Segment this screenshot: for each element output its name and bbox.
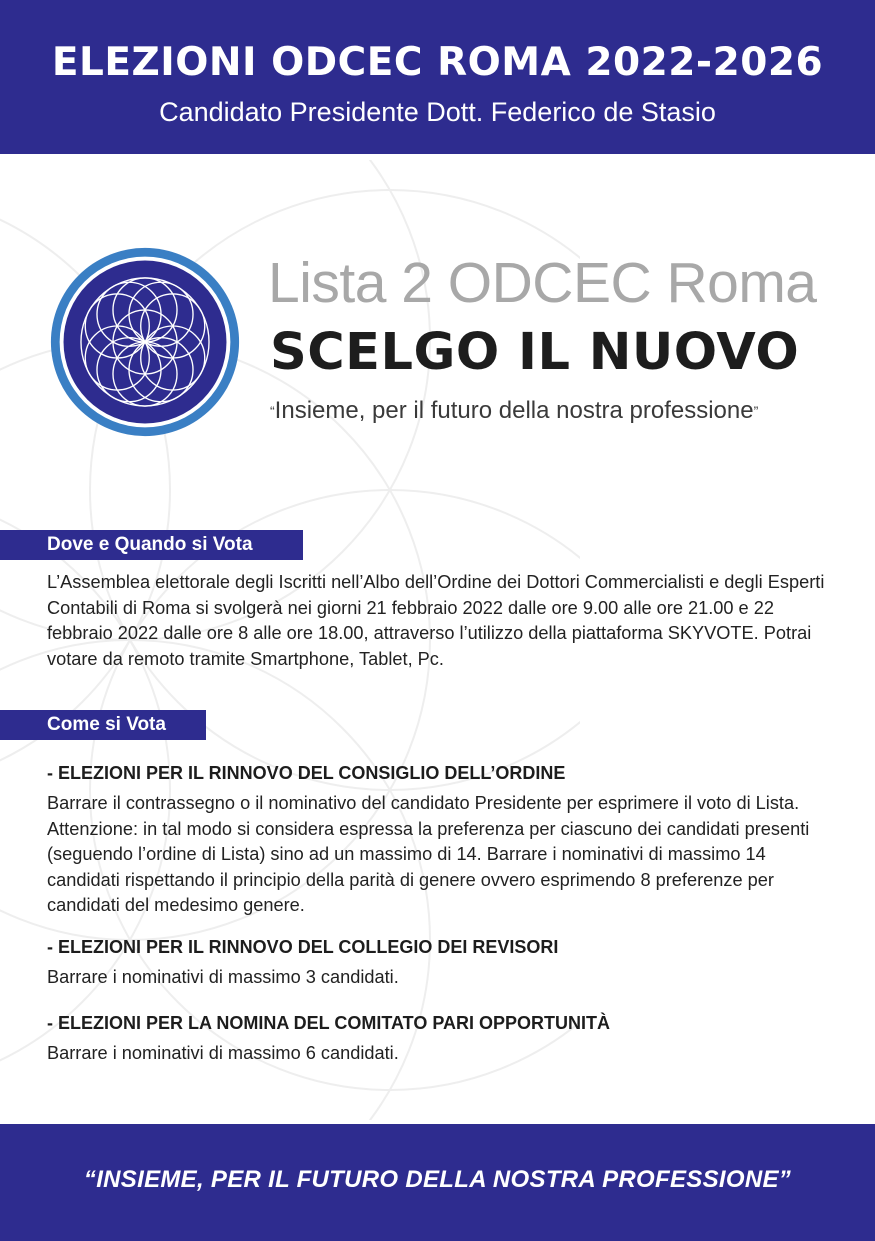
- header-banner: [0, 0, 875, 154]
- motto: [270, 396, 850, 426]
- page-subtitle: Candidato Presidente Dott. Federico de Stasio: [159, 97, 716, 127]
- list-name: Lista 2 ODCEC Roma: [268, 251, 817, 315]
- section-title-where-when: Dove e Quando si Vota: [0, 530, 303, 560]
- subheading-pari-opportunita: - ELEZIONI PER LA NOMINA DEL COMITATO PARI OPPORTUNITÀ: [47, 1013, 611, 1033]
- footer-banner: [0, 1124, 875, 1241]
- page-title: ELEZIONI ODCEC ROMA 2022-2026: [51, 40, 824, 85]
- flower-of-life-logo-icon: [48, 245, 242, 439]
- subheading-consiglio: - ELEZIONI PER IL RINNOVO DEL CONSIGLIO DELL’ORDINE: [47, 763, 566, 783]
- where-when-paragraph: L’Assemblea elettorale degli Iscritti nell’Albo dell’Ordine dei Dottori Commercialisti e degli Esperti Contabili di Roma si svolgerà nei giorni 21 febbraio 2022 dalle ore 9.00 alle ore 21.00 e 22 febbraio 2022 dalle ore 8 alle ore 18.00, attraverso l’utilizzo della piattaforma SKYVOTE. Potrai votare da remoto tramite Smartphone, Tablet, Pc.: [47, 572, 825, 669]
- paragraph-pari-opportunita: Barrare i nominativi di massimo 6 candidati.: [47, 1043, 399, 1063]
- footer-slogan: “INSIEME, PER IL FUTURO DELLA NOSTRA PROFESSIONE”: [83, 1166, 792, 1193]
- subheading-revisori: - ELEZIONI PER IL RINNOVO DEL COLLEGIO DEI REVISORI: [47, 937, 559, 957]
- paragraph-revisori: Barrare i nominativi di massimo 3 candidati.: [47, 967, 399, 987]
- slogan: SCELGO IL NUOVO: [270, 323, 800, 382]
- paragraph-consiglio: Barrare il contrassegno o il nominativo del candidato Presidente per esprimere il voto di Lista. Attenzione: in tal modo si considera espressa la preferenza per ciascuno dei candidati presenti (seguendo l’ordine di Lista) sino ad un massimo di 14. Barrare i nominativi di massimo 14 candidati rispettando il principio della parità di genere ovvero esprimendo 8 preferenze per candidati del medesimo genere.: [47, 793, 810, 915]
- motto-open-quote: “: [270, 403, 275, 419]
- motto-text: Insieme, per il futuro della nostra professione: [274, 397, 754, 424]
- section-title-how: Come si Vota: [0, 710, 206, 740]
- motto-close-quote: ”: [753, 403, 759, 419]
